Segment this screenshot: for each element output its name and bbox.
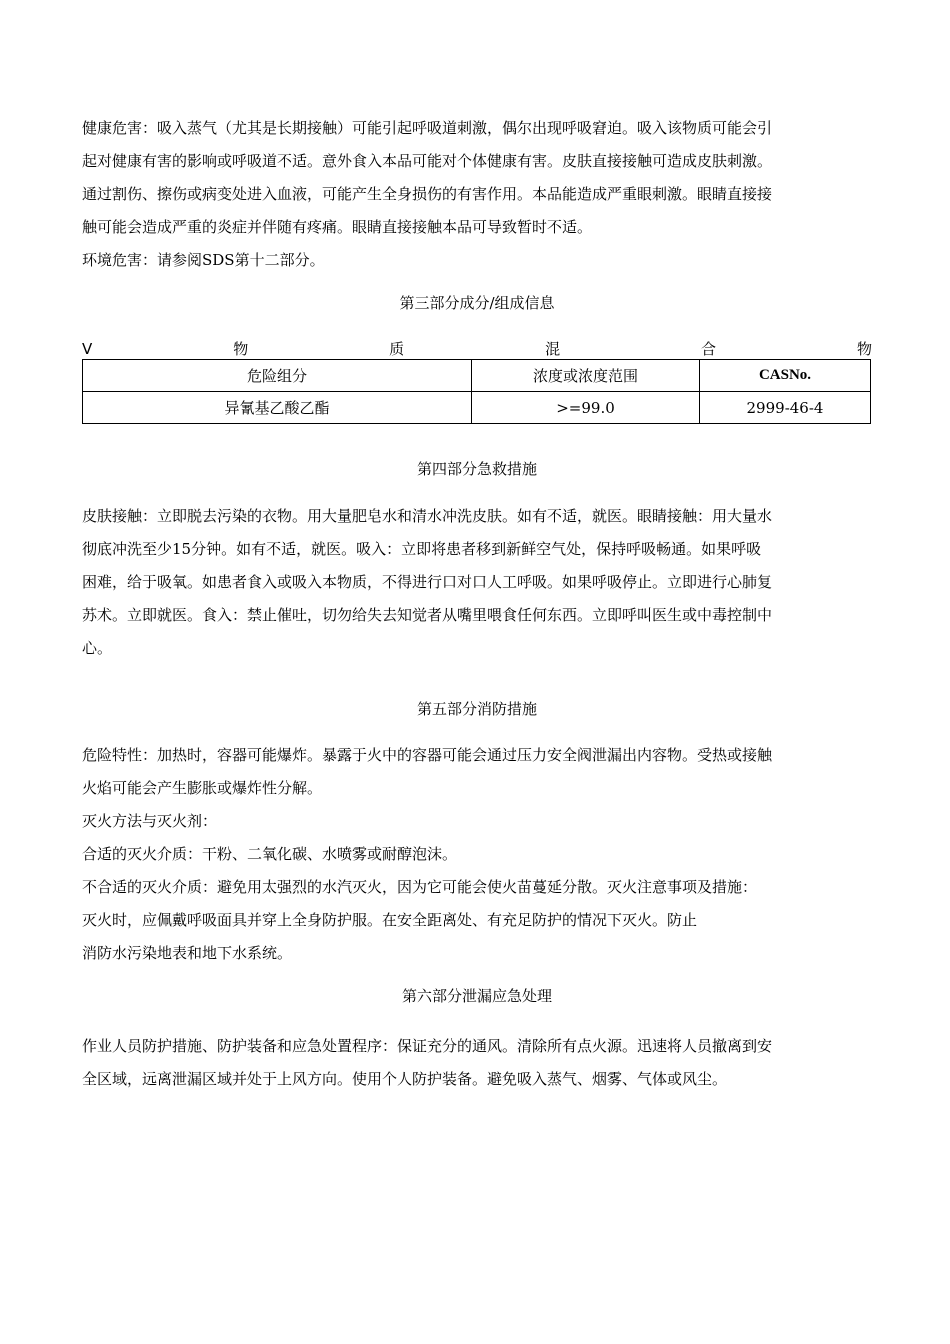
section3-heading: 第三部分成分/组成信息 — [399, 294, 555, 312]
table-cell: >=99.0 — [472, 392, 700, 424]
spill-response-paragraph — [82, 1030, 872, 1096]
header-cell: CASNo. — [700, 360, 871, 392]
table-title-char: 物 — [856, 340, 872, 358]
header-cell: 浓度或浓度范围 — [472, 360, 700, 392]
table-title-char: 合 — [701, 340, 717, 358]
table-row — [83, 392, 871, 424]
environmental-hazard: 环境危害：请参阅SDS第十二部分。 — [82, 251, 325, 269]
text-line: 彻底冲洗至少15分钟。如有不适，就医。吸入：立即将患者移到新鲜空气处，保持呼吸畅通。如果呼吸 — [82, 540, 762, 558]
table-title — [82, 339, 872, 359]
table-title-char: 质 — [389, 340, 405, 358]
table-header-row — [83, 360, 871, 392]
text-line: 灭火时，应佩戴呼吸面具并穿上全身防护服。在安全距离处、有充足防护的情况下灭火。防止 — [82, 911, 698, 929]
text-line: 不合适的灭火介质：避免用太强烈的水汽灭火，因为它可能会使火苗蔓延分散。灭火注意事项及措施： — [82, 878, 758, 896]
text-line: 健康危害：吸入蒸气（尤其是长期接触）可能引起呼吸道刺激，偶尔出现呼吸窘迫。吸入该物质可能会引 — [82, 119, 773, 137]
health-hazard-paragraph — [82, 112, 872, 244]
text-line: 危险特性：加热时，容器可能爆炸。暴露于火中的容器可能会通过压力安全阀泄漏出内容物。受热或接触 — [82, 746, 773, 764]
firefighting-paragraph — [82, 739, 872, 970]
first-aid-paragraph — [82, 500, 872, 665]
text-line: 触可能会造成严重的炎症并伴随有疼痛。眼睛直接接触本品可导致暂时不适。 — [82, 218, 593, 236]
section4-heading: 第四部分急救措施 — [416, 460, 537, 478]
text-line: 合适的灭火介质：干粉、二氧化碳、水喷雾或耐醇泡沫。 — [82, 845, 458, 863]
text-line: 作业人员防护措施、防护装备和应急处置程序：保证充分的通风。清除所有点火源。迅速将人员撤离到安 — [82, 1037, 773, 1055]
document-page — [82, 112, 872, 1096]
table-title-char: 物 — [233, 340, 249, 358]
section6-heading: 第六部分泄漏应急处理 — [401, 987, 552, 1005]
table-cell: 2999-46-4 — [700, 392, 871, 424]
text-line: 消防水污染地表和地下水系统。 — [82, 944, 293, 962]
table-title-char: V — [82, 340, 93, 358]
table-title-char: 混 — [545, 340, 561, 358]
text-line: 通过割伤、擦伤或病变处进入血液，可能产生全身损伤的有害作用。本品能造成严重眼刺激。眼睛直接接 — [82, 185, 773, 203]
text-line: 全区域，远离泄漏区域并处于上风方向。使用个人防护装备。避免吸入蒸气、烟雾、气体或风尘。 — [82, 1070, 728, 1088]
header-cell: 危险组分 — [83, 360, 472, 392]
text-line: 起对健康有害的影响或呼吸道不适。意外食入本品可能对个体健康有害。皮肤直接接触可造成皮肤刺激。 — [82, 152, 773, 170]
text-line: 皮肤接触：立即脱去污染的衣物。用大量肥皂水和清水冲洗皮肤。如有不适，就医。眼睛接触：用大量水 — [82, 507, 773, 525]
text-line: 困难，给于吸氧。如患者食入或吸入本物质，不得进行口对口人工呼吸。如果呼吸停止。立即进行心肺复 — [82, 573, 773, 591]
text-line: 灭火方法与灭火剂： — [82, 812, 218, 830]
text-line: 火焰可能会产生膨胀或爆炸性分解。 — [82, 779, 323, 797]
composition-table — [82, 359, 871, 424]
text-line: 苏术。立即就医。食入：禁止催吐，切勿给失去知觉者从嘴里喂食任何东西。立即呼叫医生或中毒控制中 — [82, 606, 773, 624]
text-line: 心。 — [82, 639, 113, 657]
table-cell: 异氰基乙酸乙酯 — [83, 392, 472, 424]
section5-heading: 第五部分消防措施 — [416, 700, 537, 718]
